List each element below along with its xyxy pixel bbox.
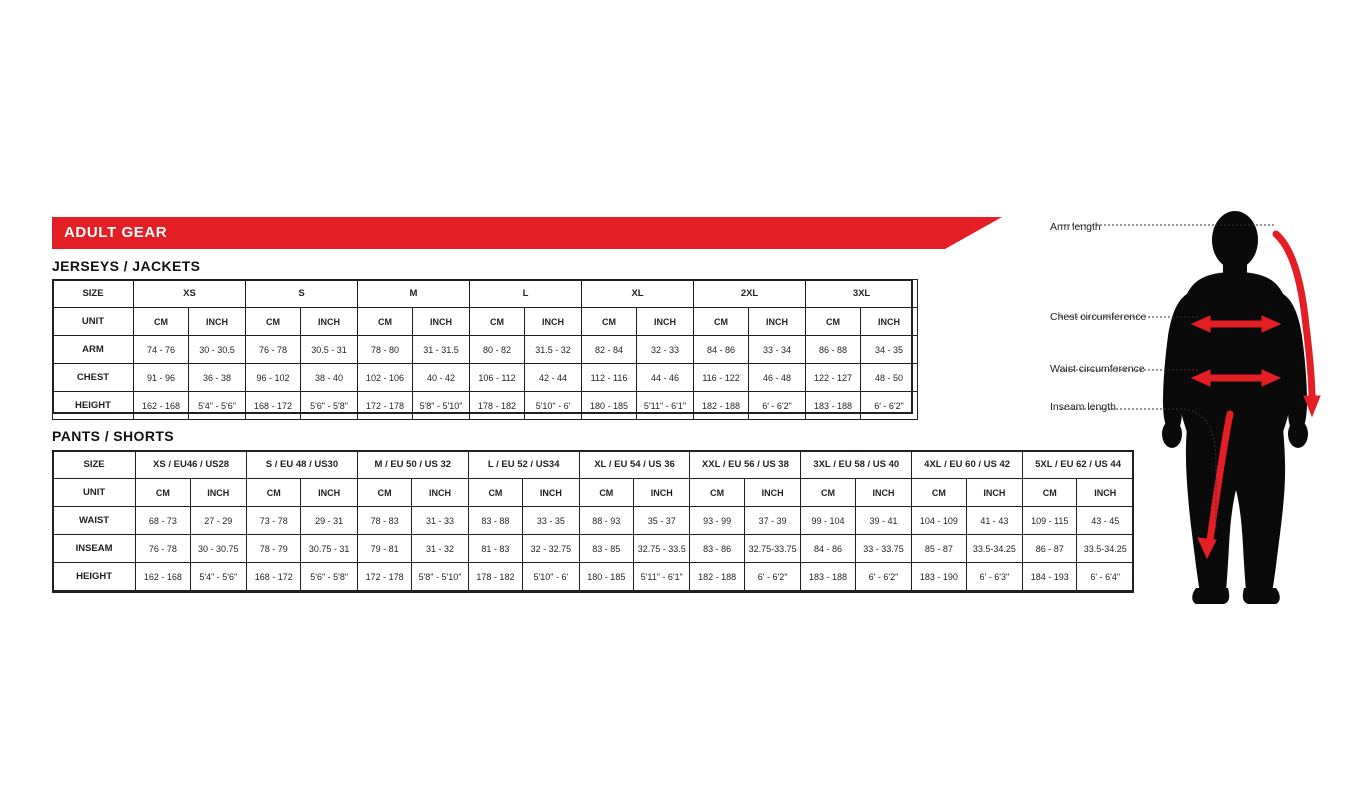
data-cell: 36 - 38	[189, 364, 246, 392]
data-cell: 116 - 122	[694, 364, 749, 392]
unit-cell: INCH	[525, 308, 582, 336]
data-cell: 5'8" - 5'10"	[413, 392, 470, 420]
data-cell: 5'10" - 6'	[523, 563, 579, 591]
data-cell: 32 - 33	[637, 336, 694, 364]
header-size-l: L / EU 52 / US34	[468, 451, 579, 479]
data-cell: 40 - 42	[413, 364, 470, 392]
unit-cell: CM	[357, 479, 411, 507]
header-size-3xl: 3XL / EU 58 / US 40	[801, 451, 912, 479]
row-label-unit: UNIT	[53, 479, 136, 507]
data-cell: 182 - 188	[690, 563, 744, 591]
table-row	[53, 535, 1134, 563]
pants-shorts-size-table	[52, 450, 1134, 591]
header-size-3xl: 3XL	[806, 280, 918, 308]
header-size: SIZE	[53, 280, 134, 308]
row-label-chest: CHEST	[53, 364, 134, 392]
data-cell: 5'8" - 5'10"	[412, 563, 468, 591]
data-cell: 5'4" - 5'6"	[190, 563, 246, 591]
data-cell: 48 - 50	[861, 364, 918, 392]
header-size-l: L	[470, 280, 582, 308]
data-cell: 68 - 73	[136, 507, 190, 535]
data-cell: 42 - 44	[525, 364, 582, 392]
data-cell: 180 - 185	[579, 563, 633, 591]
data-cell: 178 - 182	[470, 392, 525, 420]
data-cell: 96 - 102	[246, 364, 301, 392]
data-cell: 30 - 30.75	[190, 535, 246, 563]
table-row-unit	[53, 479, 1134, 507]
section-heading-pants: PANTS / SHORTS	[52, 428, 175, 444]
unit-cell: INCH	[1077, 479, 1134, 507]
header-size-4xl: 4XL / EU 60 / US 42	[912, 451, 1023, 479]
data-cell: 31.5 - 32	[525, 336, 582, 364]
data-cell: 78 - 83	[357, 507, 411, 535]
data-cell: 84 - 86	[694, 336, 749, 364]
unit-cell: CM	[801, 479, 855, 507]
adult-gear-banner	[52, 217, 1002, 249]
row-label-height: HEIGHT	[53, 392, 134, 420]
header-size-m: M	[358, 280, 470, 308]
unit-cell: INCH	[855, 479, 911, 507]
row-label-waist: WAIST	[53, 507, 136, 535]
unit-cell: CM	[1023, 479, 1077, 507]
data-cell: 84 - 86	[801, 535, 855, 563]
table-row-unit	[53, 308, 918, 336]
unit-cell: INCH	[301, 479, 357, 507]
data-cell: 76 - 78	[136, 535, 190, 563]
header-size-2xl: 2XL	[694, 280, 806, 308]
row-label-unit: UNIT	[53, 308, 134, 336]
body-silhouette	[1162, 211, 1308, 604]
table-row-header	[53, 280, 918, 308]
unit-cell: CM	[806, 308, 861, 336]
data-cell: 78 - 80	[358, 336, 413, 364]
unit-cell: CM	[690, 479, 744, 507]
data-cell: 30.5 - 31	[301, 336, 358, 364]
data-cell: 183 - 190	[912, 563, 966, 591]
unit-cell: INCH	[749, 308, 806, 336]
unit-cell: INCH	[190, 479, 246, 507]
data-cell: 178 - 182	[468, 563, 522, 591]
data-cell: 99 - 104	[801, 507, 855, 535]
data-cell: 81 - 83	[468, 535, 522, 563]
callout-label-arm-length: Arm length	[1050, 221, 1101, 233]
data-cell: 168 - 172	[246, 392, 301, 420]
data-cell: 5'4" - 5'6"	[189, 392, 246, 420]
banner-shape	[52, 217, 1002, 249]
data-cell: 34 - 35	[861, 336, 918, 364]
data-cell: 182 - 188	[694, 392, 749, 420]
row-label-arm: ARM	[53, 336, 134, 364]
data-cell: 86 - 87	[1023, 535, 1077, 563]
unit-cell: INCH	[637, 308, 694, 336]
body-measurement-figure	[1030, 200, 1350, 620]
row-label-height: HEIGHT	[53, 563, 136, 591]
data-cell: 74 - 76	[134, 336, 189, 364]
data-cell: 31 - 33	[412, 507, 468, 535]
data-cell: 78 - 79	[247, 535, 301, 563]
data-cell: 112 - 116	[582, 364, 637, 392]
data-cell: 43 - 45	[1077, 507, 1134, 535]
banner-title: ADULT GEAR	[64, 224, 168, 241]
unit-cell: CM	[582, 308, 637, 336]
data-cell: 162 - 168	[134, 392, 189, 420]
row-label-inseam: INSEAM	[53, 535, 136, 563]
unit-cell: CM	[470, 308, 525, 336]
data-cell: 44 - 46	[637, 364, 694, 392]
data-cell: 5'11" - 6'1"	[634, 563, 690, 591]
header-size-5xl: 5XL / EU 62 / US 44	[1023, 451, 1134, 479]
section-heading-jerseys: JERSEYS / JACKETS	[52, 258, 201, 274]
data-cell: 6' - 6'2"	[855, 563, 911, 591]
data-cell: 37 - 39	[744, 507, 800, 535]
unit-cell: INCH	[634, 479, 690, 507]
data-cell: 104 - 109	[912, 507, 966, 535]
unit-cell: CM	[579, 479, 633, 507]
unit-cell: INCH	[523, 479, 579, 507]
data-cell: 30.75 - 31	[301, 535, 357, 563]
data-cell: 32 - 32.75	[523, 535, 579, 563]
data-cell: 85 - 87	[912, 535, 966, 563]
data-cell: 172 - 178	[358, 392, 413, 420]
data-cell: 32.75 - 33.5	[634, 535, 690, 563]
data-cell: 6' - 6'4"	[1077, 563, 1134, 591]
data-cell: 39 - 41	[855, 507, 911, 535]
table-row	[53, 563, 1134, 591]
data-cell: 41 - 43	[966, 507, 1022, 535]
data-cell: 33 - 34	[749, 336, 806, 364]
data-cell: 31 - 31.5	[413, 336, 470, 364]
unit-cell: CM	[358, 308, 413, 336]
table-row	[53, 392, 918, 420]
data-cell: 76 - 78	[246, 336, 301, 364]
data-cell: 180 - 185	[582, 392, 637, 420]
data-cell: 38 - 40	[301, 364, 358, 392]
data-cell: 106 - 112	[470, 364, 525, 392]
unit-cell: INCH	[861, 308, 918, 336]
header-size-xl: XL	[582, 280, 694, 308]
data-cell: 73 - 78	[247, 507, 301, 535]
data-cell: 5'11" - 6'1"	[637, 392, 694, 420]
header-size: SIZE	[53, 451, 136, 479]
callout-label-waist-circumference: Waist circumference	[1050, 363, 1145, 375]
data-cell: 35 - 37	[634, 507, 690, 535]
data-cell: 33 - 33.75	[855, 535, 911, 563]
data-cell: 91 - 96	[134, 364, 189, 392]
unit-cell: INCH	[189, 308, 246, 336]
data-cell: 162 - 168	[136, 563, 190, 591]
header-size-s: S	[246, 280, 358, 308]
table-row-header	[53, 451, 1134, 479]
data-cell: 83 - 88	[468, 507, 522, 535]
data-cell: 6' - 6'3"	[966, 563, 1022, 591]
unit-cell: CM	[246, 308, 301, 336]
data-cell: 172 - 178	[357, 563, 411, 591]
data-cell: 102 - 106	[358, 364, 413, 392]
data-cell: 168 - 172	[247, 563, 301, 591]
data-cell: 30 - 30.5	[189, 336, 246, 364]
data-cell: 83 - 85	[579, 535, 633, 563]
data-cell: 5'6" - 5'8"	[301, 563, 357, 591]
data-cell: 31 - 32	[412, 535, 468, 563]
data-cell: 183 - 188	[801, 563, 855, 591]
unit-cell: CM	[694, 308, 749, 336]
jerseys-jackets-size-table	[52, 279, 918, 420]
unit-cell: INCH	[412, 479, 468, 507]
data-cell: 80 - 82	[470, 336, 525, 364]
unit-cell: CM	[134, 308, 189, 336]
unit-cell: CM	[247, 479, 301, 507]
header-size-m: M / EU 50 / US 32	[357, 451, 468, 479]
unit-cell: INCH	[744, 479, 800, 507]
table-row	[53, 364, 918, 392]
data-cell: 83 - 86	[690, 535, 744, 563]
data-cell: 29 - 31	[301, 507, 357, 535]
data-cell: 109 - 115	[1023, 507, 1077, 535]
data-cell: 5'10" - 6'	[525, 392, 582, 420]
data-cell: 33.5-34.25	[1077, 535, 1134, 563]
unit-cell: CM	[468, 479, 522, 507]
data-cell: 33.5-34.25	[966, 535, 1022, 563]
unit-cell: CM	[136, 479, 190, 507]
header-size-s: S / EU 48 / US30	[247, 451, 358, 479]
unit-cell: INCH	[413, 308, 470, 336]
data-cell: 79 - 81	[357, 535, 411, 563]
header-size-xs: XS	[134, 280, 246, 308]
callout-label-inseam-length: Inseam length	[1050, 401, 1116, 413]
data-cell: 5'6" - 5'8"	[301, 392, 358, 420]
table-row	[53, 507, 1134, 535]
data-cell: 183 - 188	[806, 392, 861, 420]
header-size-xl: XL / EU 54 / US 36	[579, 451, 690, 479]
header-size-xs: XS / EU46 / US28	[136, 451, 247, 479]
data-cell: 86 - 88	[806, 336, 861, 364]
data-cell: 6' - 6'2"	[749, 392, 806, 420]
data-cell: 184 - 193	[1023, 563, 1077, 591]
data-cell: 6' - 6'2"	[744, 563, 800, 591]
data-cell: 93 - 99	[690, 507, 744, 535]
data-cell: 33 - 35	[523, 507, 579, 535]
table-row	[53, 336, 918, 364]
data-cell: 88 - 93	[579, 507, 633, 535]
data-cell: 32.75-33.75	[744, 535, 800, 563]
header-size-xxl: XXL / EU 56 / US 38	[690, 451, 801, 479]
data-cell: 46 - 48	[749, 364, 806, 392]
callout-label-chest-circumference: Chest circumference	[1050, 311, 1147, 323]
data-cell: 122 - 127	[806, 364, 861, 392]
data-cell: 27 - 29	[190, 507, 246, 535]
data-cell: 82 - 84	[582, 336, 637, 364]
unit-cell: CM	[912, 479, 966, 507]
data-cell: 6' - 6'2"	[861, 392, 918, 420]
unit-cell: INCH	[966, 479, 1022, 507]
unit-cell: INCH	[301, 308, 358, 336]
